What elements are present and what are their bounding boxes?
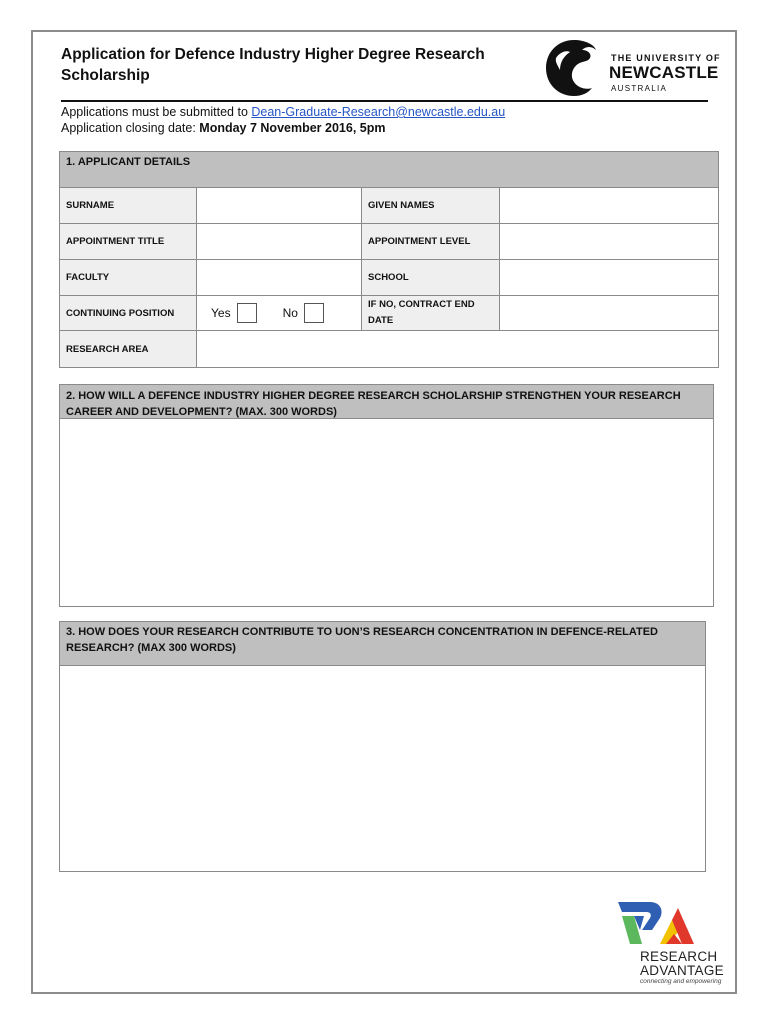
surname-field[interactable] bbox=[197, 188, 362, 224]
university-name-line3: AUSTRALIA bbox=[611, 84, 668, 93]
appointment-title-label: APPOINTMENT TITLE bbox=[60, 224, 197, 260]
section1-heading: 1. APPLICANT DETAILS bbox=[60, 152, 719, 188]
section2-heading: 2. HOW WILL A DEFENCE INDUSTRY HIGHER DEGREE RESEARCH SCHOLARSHIP STRENGTHEN YOUR RESEARCH CAREER AND DEVELOPMENT? (MAX. 300 WORDS) bbox=[60, 385, 713, 419]
yes-checkbox[interactable] bbox=[237, 303, 257, 323]
closing-date-line bbox=[61, 121, 385, 135]
appointment-level-field[interactable] bbox=[500, 224, 719, 260]
seahorse-emblem-icon bbox=[542, 38, 606, 100]
section3-box bbox=[59, 621, 706, 872]
faculty-field[interactable] bbox=[197, 260, 362, 296]
submission-instruction bbox=[61, 105, 505, 119]
ra-emblem-icon bbox=[616, 900, 696, 948]
ra-logo-line1: RESEARCH bbox=[640, 949, 718, 964]
university-name-line2: NEWCASTLE bbox=[609, 63, 719, 82]
appointment-level-label: APPOINTMENT LEVEL bbox=[362, 224, 500, 260]
research-advantage-logo bbox=[612, 898, 734, 990]
appointment-title-field[interactable] bbox=[197, 224, 362, 260]
yes-option-label: Yes bbox=[211, 306, 231, 320]
faculty-label: FACULTY bbox=[60, 260, 197, 296]
surname-label: SURNAME bbox=[60, 188, 197, 224]
ra-logo-line2: ADVANTAGE bbox=[640, 963, 724, 978]
page-title: Application for Defence Industry Higher Degree Research Scholarship bbox=[61, 46, 485, 84]
section2-box bbox=[59, 384, 714, 607]
contract-end-date-label: IF NO, CONTRACT END DATE bbox=[362, 296, 500, 331]
section3-response-area[interactable] bbox=[60, 666, 705, 871]
school-label: SCHOOL bbox=[362, 260, 500, 296]
university-name-line1: THE UNIVERSITY OF bbox=[611, 53, 721, 63]
research-area-field[interactable] bbox=[197, 331, 719, 368]
section2-response-area[interactable] bbox=[60, 419, 713, 606]
ra-logo-tagline: connecting and empowering bbox=[640, 978, 722, 985]
closing-date-prefix: Application closing date: bbox=[61, 121, 200, 135]
submission-prefix: Applications must be submitted to bbox=[61, 105, 252, 119]
university-logo bbox=[542, 38, 722, 100]
closing-date-value: Monday 7 November 2016, 5pm bbox=[199, 121, 386, 135]
given-names-field[interactable] bbox=[500, 188, 719, 224]
section3-heading: 3. HOW DOES YOUR RESEARCH CONTRIBUTE TO UON’S RESEARCH CONCENTRATION IN DEFENCE-RELATED RESEARCH? (MAX 300 WORDS) bbox=[60, 622, 705, 666]
school-field[interactable] bbox=[500, 260, 719, 296]
no-checkbox[interactable] bbox=[304, 303, 324, 323]
continuing-position-options bbox=[197, 296, 362, 331]
research-area-label: RESEARCH AREA bbox=[60, 331, 197, 368]
continuing-position-label: CONTINUING POSITION bbox=[60, 296, 197, 331]
applicant-details-table bbox=[59, 151, 719, 368]
no-option-label: No bbox=[282, 306, 298, 320]
submission-email-link[interactable]: Dean-Graduate-Research@newcastle.edu.au bbox=[251, 105, 506, 119]
given-names-label: GIVEN NAMES bbox=[362, 188, 500, 224]
contract-end-date-field[interactable] bbox=[500, 296, 719, 331]
header-divider bbox=[61, 100, 708, 102]
